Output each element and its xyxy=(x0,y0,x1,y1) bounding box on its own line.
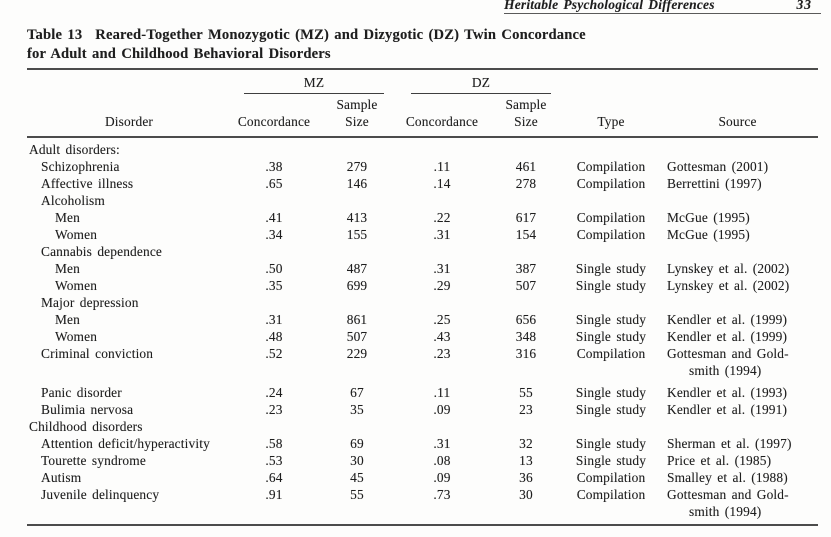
mz-sample-size-cell: 487 xyxy=(346,261,368,276)
source-cell xyxy=(657,328,818,345)
mz-concordance-cell: .41 xyxy=(265,210,283,225)
dz-sample-size-cell: 36 xyxy=(519,470,533,485)
source-cell xyxy=(657,226,818,243)
disorder-cell: Men xyxy=(55,210,80,225)
source-line: Berrettini (1997) xyxy=(667,176,762,191)
mz-concordance-cell: .53 xyxy=(265,453,283,468)
table-title-text: Reared-Together Monozygotic (MZ) and Dizygotic (DZ) Twin Concordance xyxy=(95,27,586,43)
source-cell xyxy=(657,209,818,226)
mz-sample-size-cell: 69 xyxy=(350,436,364,451)
mz-concordance-cell xyxy=(231,141,317,158)
source-cell xyxy=(657,260,818,277)
disorder-cell: Women xyxy=(55,227,98,242)
table-number-label: Table 13 xyxy=(27,27,83,43)
type-cell xyxy=(565,192,657,209)
disorder-cell: Childhood disorders xyxy=(29,419,143,434)
table-row xyxy=(27,418,818,435)
dz-concordance-cell xyxy=(397,243,487,260)
mz-sample-size-cell xyxy=(317,192,397,209)
source-cell xyxy=(657,192,818,209)
type-cell: Compilation xyxy=(576,487,646,502)
disorder-cell: Panic disorder xyxy=(41,385,122,400)
source-line: Gottesman and Gold- xyxy=(667,346,789,361)
mz-concordance-cell: .91 xyxy=(265,487,283,502)
source-cell xyxy=(657,469,818,486)
type-cell: Single study xyxy=(575,402,647,417)
type-cell: Compilation xyxy=(576,210,646,225)
source-line: Smalley et al. (1988) xyxy=(667,470,788,485)
source-cell xyxy=(657,452,818,469)
mz-sample-size-cell: 30 xyxy=(350,453,364,468)
col-header-type: Type xyxy=(597,113,625,129)
disorder-cell: Cannabis dependence xyxy=(41,244,163,259)
table-row xyxy=(27,328,818,345)
mz-sample-size-cell xyxy=(317,243,397,260)
mz-concordance-cell: .48 xyxy=(265,329,283,344)
source-cell xyxy=(657,277,818,294)
source-line: Gottesman and Gold- xyxy=(667,487,789,502)
mz-sample-size-cell: 699 xyxy=(346,278,368,293)
disorder-cell: Autism xyxy=(41,470,82,485)
source-cell xyxy=(657,311,818,328)
dz-sample-size-cell: 656 xyxy=(515,312,537,327)
source-line: Lynskey et al. (2002) xyxy=(667,261,790,276)
table-body xyxy=(27,138,818,526)
type-cell: Single study xyxy=(575,385,647,400)
disorder-cell: Alcoholism xyxy=(41,193,105,208)
type-cell: Single study xyxy=(575,261,647,276)
dz-sample-size-cell: 13 xyxy=(519,453,533,468)
type-cell: Compilation xyxy=(576,346,646,361)
mz-sample-size-cell: 55 xyxy=(350,487,364,502)
dz-concordance-cell: .09 xyxy=(433,470,451,485)
mz-sample-size-cell: 35 xyxy=(350,402,364,417)
dz-concordance-cell: .11 xyxy=(433,159,451,174)
type-cell xyxy=(565,418,657,435)
source-cell xyxy=(657,243,818,260)
dz-concordance-cell: .23 xyxy=(433,346,451,361)
mz-sample-size-cell: 279 xyxy=(346,159,368,174)
table-row xyxy=(27,226,818,243)
mz-sample-size-cell: 67 xyxy=(350,385,364,400)
dz-concordance-cell xyxy=(397,418,487,435)
table-row xyxy=(27,469,818,486)
dz-sample-size-cell: 507 xyxy=(515,278,537,293)
table-row xyxy=(27,486,818,520)
type-cell: Single study xyxy=(575,278,647,293)
table-title-line1 xyxy=(27,26,667,45)
mz-concordance-cell: .50 xyxy=(265,261,283,276)
dz-sample-size-cell xyxy=(487,192,565,209)
size-word: Size xyxy=(514,113,538,129)
dz-concordance-cell: .22 xyxy=(433,210,451,225)
source-cell xyxy=(657,158,818,175)
source-line: Gottesman (2001) xyxy=(667,159,769,174)
source-cell xyxy=(657,435,818,452)
type-cell xyxy=(565,243,657,260)
dz-sample-size-cell: 278 xyxy=(515,176,537,191)
dz-concordance-cell: .31 xyxy=(433,436,451,451)
source-cell xyxy=(657,384,818,401)
type-cell: Single study xyxy=(575,453,647,468)
disorder-cell: Criminal conviction xyxy=(41,346,154,361)
mz-sample-size-cell xyxy=(317,294,397,311)
col-header-dz-sample-size xyxy=(487,97,565,130)
mz-concordance-cell: .65 xyxy=(265,176,283,191)
mz-sample-size-cell: 146 xyxy=(346,176,368,191)
sample-word: Sample xyxy=(505,97,547,112)
table-row xyxy=(27,384,818,401)
disorder-cell: Juvenile delinquency xyxy=(41,487,160,502)
type-cell: Single study xyxy=(575,329,647,344)
disorder-cell: Tourette syndrome xyxy=(41,453,146,468)
dz-sample-size-cell xyxy=(487,418,565,435)
mz-concordance-cell xyxy=(231,192,317,209)
disorder-cell: Schizophrenia xyxy=(41,159,120,174)
disorder-cell: Men xyxy=(55,261,80,276)
sample-word: Sample xyxy=(336,97,378,112)
running-head-title: Heritable Psychological Differences xyxy=(504,0,715,12)
source-line: McGue (1995) xyxy=(667,227,750,242)
source-line: Sherman et al. (1997) xyxy=(667,436,792,451)
table-row xyxy=(27,158,818,175)
mz-sample-size-cell: 413 xyxy=(346,210,368,225)
disorder-cell: Men xyxy=(55,312,80,327)
dz-sample-size-cell: 23 xyxy=(519,402,533,417)
mz-concordance-cell: .35 xyxy=(265,278,283,293)
disorder-cell: Major depression xyxy=(41,295,139,310)
source-cell xyxy=(657,175,818,192)
dz-sample-size-cell: 316 xyxy=(515,346,537,361)
dz-sample-size-cell xyxy=(487,141,565,158)
table-row xyxy=(27,294,818,311)
table-header-labels-row xyxy=(27,97,818,130)
disorder-cell: Women xyxy=(55,329,98,344)
type-cell: Single study xyxy=(575,312,647,327)
twin-concordance-table xyxy=(27,68,818,526)
source-cell xyxy=(657,401,818,418)
col-header-disorder: Disorder xyxy=(104,113,154,129)
source-line: Lynskey et al. (2002) xyxy=(667,278,790,293)
type-cell xyxy=(565,141,657,158)
source-cell xyxy=(657,141,818,158)
mz-group-label: MZ xyxy=(244,75,384,94)
dz-concordance-cell: .29 xyxy=(433,278,451,293)
dz-concordance-cell xyxy=(397,141,487,158)
source-cell xyxy=(657,418,818,435)
table-row xyxy=(27,435,818,452)
dz-sample-size-cell: 32 xyxy=(519,436,533,451)
source-line: McGue (1995) xyxy=(667,210,750,225)
mz-sample-size-cell: 861 xyxy=(346,312,368,327)
type-cell: Compilation xyxy=(576,176,646,191)
source-line: Kendler et al. (1993) xyxy=(667,385,788,400)
col-header-dz-concordance: Concordance xyxy=(405,113,479,129)
dz-concordance-cell: .11 xyxy=(433,385,451,400)
source-continuation-line: smith (1994) xyxy=(689,504,762,519)
source-cell xyxy=(657,294,818,311)
dz-group-label: DZ xyxy=(411,75,551,94)
dz-concordance-cell: .25 xyxy=(433,312,451,327)
dz-sample-size-cell: 55 xyxy=(519,385,533,400)
dz-concordance-cell: .08 xyxy=(433,453,451,468)
mz-concordance-cell xyxy=(231,418,317,435)
dz-concordance-cell: .09 xyxy=(433,402,451,417)
dz-concordance-cell: .73 xyxy=(433,487,451,502)
running-head xyxy=(504,0,821,14)
dz-sample-size-cell: 461 xyxy=(515,159,537,174)
col-header-source: Source xyxy=(718,113,757,129)
table-header-group-row xyxy=(27,75,818,94)
dz-concordance-cell xyxy=(397,294,487,311)
disorder-cell: Women xyxy=(55,278,98,293)
source-line: Kendler et al. (1999) xyxy=(667,312,788,327)
mz-sample-size-cell: 507 xyxy=(346,329,368,344)
mz-sample-size-cell: 155 xyxy=(346,227,368,242)
mz-concordance-cell: .58 xyxy=(265,436,283,451)
dz-sample-size-cell xyxy=(487,243,565,260)
table-row xyxy=(27,345,818,379)
type-cell: Compilation xyxy=(576,227,646,242)
type-cell: Compilation xyxy=(576,159,646,174)
mz-concordance-cell: .23 xyxy=(265,402,283,417)
source-cell xyxy=(657,486,818,520)
col-header-mz-sample-size xyxy=(317,97,397,130)
disorder-cell: Affective illness xyxy=(41,176,134,191)
mz-concordance-cell: .38 xyxy=(265,159,283,174)
type-cell: Single study xyxy=(575,436,647,451)
mz-sample-size-cell: 229 xyxy=(346,346,368,361)
table-row xyxy=(27,243,818,260)
dz-sample-size-cell: 348 xyxy=(515,329,537,344)
table-row xyxy=(27,192,818,209)
dz-sample-size-cell xyxy=(487,294,565,311)
size-word: Size xyxy=(345,113,369,129)
dz-concordance-cell: .31 xyxy=(433,261,451,276)
disorder-cell: Attention deficit/hyperactivity xyxy=(41,436,210,451)
mz-concordance-cell: .34 xyxy=(265,227,283,242)
source-line: Kendler et al. (1991) xyxy=(667,402,788,417)
mz-concordance-cell: .31 xyxy=(265,312,283,327)
mz-sample-size-cell xyxy=(317,141,397,158)
source-cell xyxy=(657,345,818,379)
dz-concordance-cell xyxy=(397,192,487,209)
dz-sample-size-cell: 30 xyxy=(519,487,533,502)
type-cell: Compilation xyxy=(576,470,646,485)
disorder-cell: Bulimia nervosa xyxy=(41,402,134,417)
table-row xyxy=(27,452,818,469)
table-row xyxy=(27,401,818,418)
disorder-cell: Adult disorders: xyxy=(29,142,120,157)
dz-sample-size-cell: 617 xyxy=(515,210,537,225)
dz-concordance-cell: .31 xyxy=(433,227,451,242)
mz-concordance-cell: .52 xyxy=(265,346,283,361)
page-number: 33 xyxy=(796,0,812,12)
table-row xyxy=(27,311,818,328)
dz-concordance-cell: .14 xyxy=(433,176,451,191)
mz-concordance-cell xyxy=(231,294,317,311)
table-row xyxy=(27,209,818,226)
mz-sample-size-cell xyxy=(317,418,397,435)
table-title-line2: for Adult and Childhood Behavioral Disorders xyxy=(27,45,331,62)
mz-concordance-cell: .64 xyxy=(265,470,283,485)
source-continuation-line: smith (1994) xyxy=(689,363,762,378)
source-line: Price et al. (1985) xyxy=(667,453,772,468)
mz-concordance-cell xyxy=(231,243,317,260)
table-row xyxy=(27,277,818,294)
mz-sample-size-cell: 45 xyxy=(350,470,364,485)
dz-concordance-cell: .43 xyxy=(433,329,451,344)
type-cell xyxy=(565,294,657,311)
table-title xyxy=(27,26,667,63)
table-row xyxy=(27,260,818,277)
table-row xyxy=(27,175,818,192)
dz-sample-size-cell: 154 xyxy=(515,227,537,242)
source-line: Kendler et al. (1999) xyxy=(667,329,788,344)
table-header xyxy=(27,68,818,138)
col-header-mz-concordance: Concordance xyxy=(237,113,311,129)
dz-sample-size-cell: 387 xyxy=(515,261,537,276)
dz-group-header xyxy=(397,75,565,94)
mz-concordance-cell: .24 xyxy=(265,385,283,400)
mz-group-header xyxy=(231,75,397,94)
table-row xyxy=(27,141,818,158)
